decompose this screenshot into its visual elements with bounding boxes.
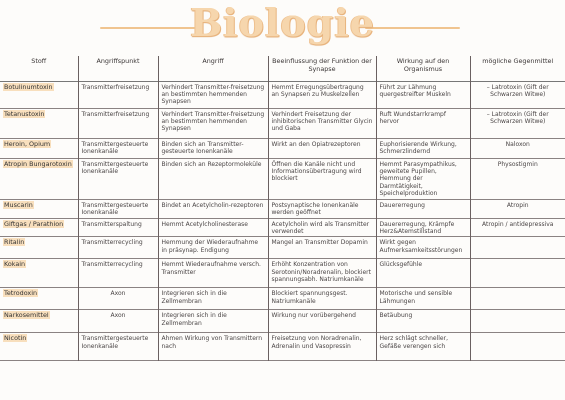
- cell-organismus: [376, 199, 470, 218]
- cell-synapse: [268, 199, 376, 218]
- cell-text: Wirkt an den Opiatrezeptoren: [271, 140, 361, 148]
- cell-angriff: [158, 81, 268, 108]
- cell-gegenmittel: [470, 158, 565, 199]
- cell-stoff: [0, 199, 78, 218]
- cell-stoff: [0, 138, 78, 158]
- cell-angriffspunkt: [78, 138, 158, 158]
- cell-organismus: [376, 333, 470, 361]
- cell-stoff: [0, 158, 78, 199]
- table-row: [0, 259, 565, 288]
- cell-text: Blockiert spannungsgest. Natriumkanäle: [271, 290, 348, 305]
- cell-angriff: [158, 310, 268, 333]
- table-row: [0, 310, 565, 333]
- cell-synapse: [268, 81, 376, 108]
- cell-text: Hemmt Wiederaufnahme versch. Transmitter: [161, 261, 261, 276]
- cell-text: Narkosemittel: [4, 311, 49, 320]
- cell-gegenmittel: [470, 199, 565, 218]
- cell-text: Physostigmin: [497, 160, 538, 168]
- cell-synapse: [268, 158, 376, 199]
- cell-gegenmittel: [470, 237, 565, 259]
- cell-text: Muscarin: [4, 200, 33, 209]
- table-row: [0, 108, 565, 138]
- cell-synapse: [268, 138, 376, 158]
- cell-synapse: [268, 310, 376, 333]
- cell-text: Atropin: [506, 201, 529, 209]
- cell-text: Atropin Bungarotoxin: [4, 159, 72, 168]
- cell-text: – Latrotoxin (Gift der Schwarzen Witwe): [486, 110, 549, 125]
- cell-angriff: [158, 259, 268, 288]
- cell-organismus: [376, 218, 470, 237]
- cell-text: Wirkung nur vorübergehend: [271, 312, 356, 320]
- cell-text: Integrieren sich in die Zellmembran: [161, 290, 227, 305]
- cell-angriff: [158, 158, 268, 199]
- cell-synapse: [268, 288, 376, 310]
- cell-text: Mangel an Transmitter Dopamin: [271, 239, 368, 247]
- cell-angriffspunkt: [78, 237, 158, 259]
- cell-text: Nicotin: [4, 334, 27, 343]
- cell-text: Acetylcholin wird als Transmitter verwendet: [271, 220, 370, 235]
- cell-angriff: [158, 333, 268, 361]
- page-title: Biologie: [190, 0, 375, 45]
- cell-angriff: [158, 199, 268, 218]
- cell-synapse: [268, 237, 376, 259]
- cell-organismus: [376, 259, 470, 288]
- cell-stoff: [0, 81, 78, 108]
- cell-text: Heroin, Opium: [4, 139, 51, 148]
- table-row: [0, 81, 565, 108]
- cell-angriff: [158, 218, 268, 237]
- header-angriff: Angriff: [158, 56, 268, 81]
- cell-organismus: [376, 108, 470, 138]
- cell-text: Ritalin: [4, 238, 25, 247]
- cell-stoff: [0, 237, 78, 259]
- cell-text: Transmittergesteuerte Ionenkanäle: [81, 335, 149, 350]
- cell-gegenmittel: [470, 108, 565, 138]
- cell-text: Tetanustoxin: [4, 109, 45, 118]
- cell-text: Motorische und sensible Lähmungen: [379, 290, 453, 305]
- cell-text: Verhindert Freisetzung der inhibitorischen Transmitter Glycin und Gaba: [271, 110, 373, 133]
- cell-text: Herz schlägt schneller, Gefäße verengen sich: [379, 335, 448, 350]
- table-row: [0, 218, 565, 237]
- cell-text: Naloxon: [505, 140, 530, 148]
- table-row: [0, 138, 565, 158]
- cell-stoff: [0, 310, 78, 333]
- cell-synapse: [268, 108, 376, 138]
- cell-text: Binden sich an Rezeptormoleküle: [161, 160, 262, 168]
- table-row: [0, 158, 565, 199]
- cell-text: Atropin / antidepressiva: [482, 220, 554, 228]
- cell-synapse: [268, 333, 376, 361]
- cell-text: Hemmt Parasympathikus, geweitete Pupillen, Hemmung der Darmtätigkeit, Speichelproduktion: [379, 160, 457, 198]
- cell-text: Transmitterfreisetzung: [81, 110, 150, 118]
- header-organismus: Wirkung auf den Organismus: [376, 56, 470, 81]
- cell-angriff: [158, 108, 268, 138]
- cell-gegenmittel: [470, 138, 565, 158]
- cell-text: Führt zur Lähmung quergestreifter Muskeln: [379, 83, 451, 98]
- cell-text: Glücksgefühle: [379, 261, 423, 269]
- table-header-row: [0, 56, 565, 81]
- cell-synapse: [268, 218, 376, 237]
- cell-text: Axon: [110, 312, 126, 320]
- cell-organismus: [376, 158, 470, 199]
- cell-text: Hemmung der Wiederaufnahme in präsynap. Endigung: [161, 239, 259, 254]
- cell-angriff: [158, 237, 268, 259]
- cell-angriffspunkt: [78, 158, 158, 199]
- cell-text: Dauererregung: [379, 201, 425, 209]
- cell-gegenmittel: [470, 288, 565, 310]
- cell-angriffspunkt: [78, 310, 158, 333]
- cell-organismus: [376, 138, 470, 158]
- cell-text: Wirkt gegen Aufmerksamkeitsstörungen: [379, 239, 463, 254]
- cell-text: Ahmen Wirkung von Transmittern nach: [161, 335, 263, 350]
- cell-text: Binden sich an Transmitter-gesteuerte Ionenkanäle: [161, 140, 244, 155]
- cell-text: Giftgas / Parathion: [4, 219, 64, 228]
- cell-angriff: [158, 138, 268, 158]
- cell-angriffspunkt: [78, 288, 158, 310]
- table-row: [0, 288, 565, 310]
- table-row: [0, 199, 565, 218]
- toxin-table: [0, 56, 565, 361]
- cell-organismus: [376, 310, 470, 333]
- cell-angriffspunkt: [78, 199, 158, 218]
- table-body: [0, 81, 565, 361]
- cell-angriff: [158, 288, 268, 310]
- cell-angriffspunkt: [78, 108, 158, 138]
- cell-text: Bindet an Acetylcholin-rezeptoren: [161, 201, 264, 209]
- header-synapse: Beeinflussung der Funktion der Synapse: [268, 56, 376, 81]
- cell-stoff: [0, 259, 78, 288]
- cell-angriffspunkt: [78, 81, 158, 108]
- cell-text: Betäubung: [379, 312, 413, 320]
- cell-text: Transmitterrecycling: [81, 261, 143, 269]
- cell-text: Erhöht Konzentration von Serotonin/Noradrenalin, blockiert spannungsabh. Natriumkanäle: [271, 261, 371, 284]
- cell-text: Hemmt Erregungsübertragung an Synapsen zu Muskelzellen: [271, 83, 364, 98]
- cell-organismus: [376, 288, 470, 310]
- cell-text: Hemmt Acetylcholinesterase: [161, 220, 248, 228]
- cell-text: Öffnen die Kanäle nicht und Informationsübertragung wird blockiert: [271, 160, 362, 183]
- cell-text: Freisetzung von Noradrenalin, Adrenalin und Vasopressin: [271, 335, 362, 350]
- cell-organismus: [376, 81, 470, 108]
- cell-text: Transmitterspaltung: [81, 220, 142, 228]
- cell-gegenmittel: [470, 218, 565, 237]
- cell-text: Kokain: [4, 260, 26, 269]
- cell-text: Transmitterfreisetzung: [81, 83, 150, 91]
- cell-stoff: [0, 333, 78, 361]
- cell-text: Verhindert Transmitter-freisetzung an bestimmten hemmenden Synapsen: [161, 83, 265, 106]
- table-row: [0, 333, 565, 361]
- cell-text: Verhindert Transmitter-freisetzung an bestimmten hemmenden Synapsen: [161, 110, 265, 133]
- cell-stoff: [0, 288, 78, 310]
- cell-text: Tetrodoxin: [4, 289, 38, 298]
- cell-organismus: [376, 237, 470, 259]
- cell-angriffspunkt: [78, 333, 158, 361]
- header-gegenmittel: mögliche Gegenmittel: [482, 57, 554, 65]
- cell-stoff: [0, 218, 78, 237]
- cell-text: Transmitterrecycling: [81, 239, 143, 247]
- cell-gegenmittel: [470, 333, 565, 361]
- cell-text: Transmittergesteuerte Ionenkanäle: [81, 140, 149, 155]
- cell-text: Botulinumtoxin: [4, 82, 53, 91]
- cell-angriffspunkt: [78, 218, 158, 237]
- cell-text: Ruft Wundstarrkrampf hervor: [379, 110, 446, 125]
- cell-text: Integrieren sich in die Zellmembran: [161, 312, 227, 327]
- cell-angriffspunkt: [78, 259, 158, 288]
- cell-text: Transmittergesteuerte Ionenkanäle: [81, 201, 149, 216]
- cell-text: Dauererregung, Krämpfe Herz&Atemstillstand: [379, 220, 455, 235]
- cell-stoff: [0, 108, 78, 138]
- cell-text: Axon: [110, 290, 126, 298]
- cell-text: Euphorisierende Wirkung, Schmerzlindernd: [379, 140, 457, 155]
- cell-text: – Latrotoxin (Gift der Schwarzen Witwe): [486, 83, 549, 98]
- cell-gegenmittel: [470, 310, 565, 333]
- cell-gegenmittel: [470, 259, 565, 288]
- table-row: [0, 237, 565, 259]
- cell-text: Transmittergesteuerte Ionenkanäle: [81, 160, 149, 175]
- header-stoff: Stoff: [0, 56, 78, 81]
- cell-text: Postsynaptische Ionenkanäle werden geöffnet: [271, 201, 359, 216]
- cell-gegenmittel: [470, 81, 565, 108]
- cell-synapse: [268, 259, 376, 288]
- header-angriffspunkt: Angriffspunkt: [78, 56, 158, 81]
